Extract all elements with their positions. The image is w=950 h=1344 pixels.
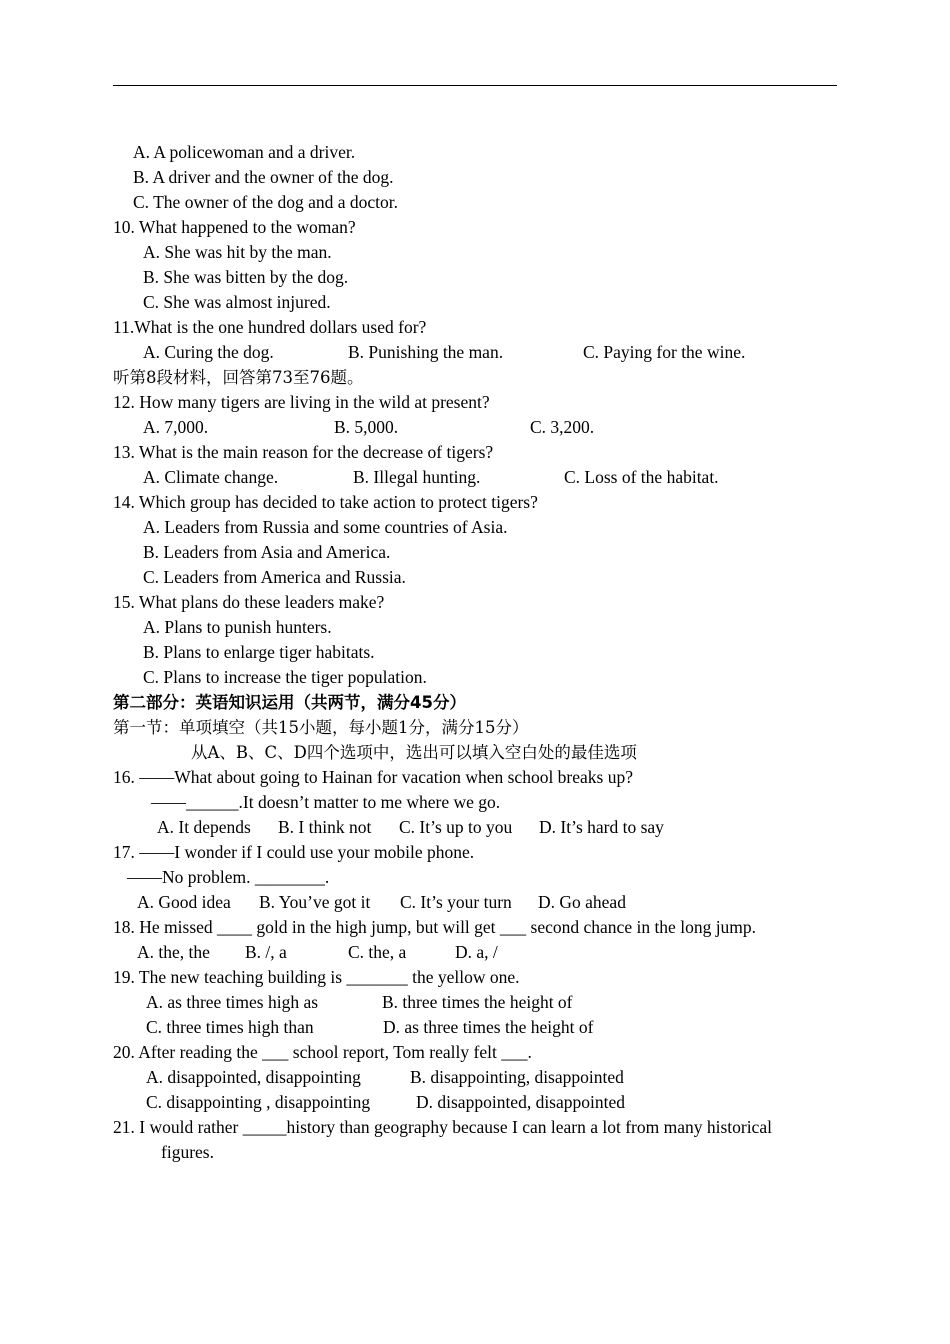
option-20a: A. disappointed, disappointing xyxy=(146,1067,361,1087)
question-19: 19. The new teaching building is _______ the yellow one. xyxy=(113,967,520,987)
option-20d: D. disappointed, disappointed xyxy=(416,1092,626,1112)
option-13a: A. Climate change. xyxy=(143,467,279,487)
option-16a: A. It depends xyxy=(157,817,251,837)
question-10: 10. What happened to the woman? xyxy=(113,217,356,237)
option-13c: C. Loss of the habitat. xyxy=(564,467,719,487)
option-19a: A. as three times high as xyxy=(146,992,319,1012)
option-17d: D. Go ahead xyxy=(538,892,626,912)
section-instruction: 听第8段材料，回答第73至76题。 xyxy=(113,368,364,387)
option-9b: B. A driver and the owner of the dog. xyxy=(133,167,394,187)
option-9c: C. The owner of the dog and a doctor. xyxy=(133,192,399,212)
option-10c: C. She was almost injured. xyxy=(143,292,331,312)
section-one-heading: 第一节：单项填空（共15小题，每小题1分，满分15分） xyxy=(113,718,529,737)
option-17a: A. Good idea xyxy=(137,892,231,912)
option-15b: B. Plans to enlarge tiger habitats. xyxy=(143,642,375,662)
option-13b: B. Illegal hunting. xyxy=(353,467,481,487)
option-20b: B. disappointing, disappointed xyxy=(410,1067,624,1087)
option-18b: B. /, a xyxy=(245,942,287,962)
question-21: 21. I would rather _____history than geography because I can learn a lot from many historical xyxy=(113,1117,772,1137)
question-18: 18. He missed ____ gold in the high jump, but will get ___ second chance in the long jump. xyxy=(113,917,757,937)
option-14b: B. Leaders from Asia and America. xyxy=(143,542,391,562)
option-17b: B. You’ve got it xyxy=(259,892,371,912)
option-18a: A. the, the xyxy=(137,942,210,962)
option-12a: A. 7,000. xyxy=(143,417,209,437)
question-21-continued: figures. xyxy=(161,1142,214,1162)
question-16-reply: ——______.It doesn’t matter to me where we go. xyxy=(151,792,501,812)
option-9a: A. A policewoman and a driver. xyxy=(133,142,356,162)
question-17-reply: ——No problem. ________. xyxy=(127,867,330,887)
option-15a: A. Plans to punish hunters. xyxy=(143,617,332,637)
option-12c: C. 3,200. xyxy=(530,417,595,437)
option-19d: D. as three times the height of xyxy=(383,1017,594,1037)
option-20c: C. disappointing , disappointing xyxy=(146,1092,371,1112)
option-16d: D. It’s hard to say xyxy=(539,817,664,837)
header-rule xyxy=(113,85,837,86)
option-18d: D. a, / xyxy=(455,942,498,962)
question-17: 17. ——I wonder if I could use your mobile phone. xyxy=(113,842,475,862)
option-10a: A. She was hit by the man. xyxy=(143,242,332,262)
question-12: 12. How many tigers are living in the wild at present? xyxy=(113,392,490,412)
option-10b: B. She was bitten by the dog. xyxy=(143,267,349,287)
question-11: 11.What is the one hundred dollars used for? xyxy=(113,317,427,337)
question-15: 15. What plans do these leaders make? xyxy=(113,592,385,612)
option-14c: C. Leaders from America and Russia. xyxy=(143,567,406,587)
section-one-instruction: 从A、B、C、D四个选项中，选出可以填入空白处的最佳选项 xyxy=(191,743,637,762)
option-19b: B. three times the height of xyxy=(382,992,573,1012)
option-11b: B. Punishing the man. xyxy=(348,342,504,362)
option-15c: C. Plans to increase the tiger population. xyxy=(143,667,427,687)
question-13: 13. What is the main reason for the decrease of tigers? xyxy=(113,442,494,462)
option-16c: C. It’s up to you xyxy=(399,817,513,837)
option-12b: B. 5,000. xyxy=(334,417,399,437)
question-14: 14. Which group has decided to take action to protect tigers? xyxy=(113,492,538,512)
option-11a: A. Curing the dog. xyxy=(143,342,274,362)
option-11c: C. Paying for the wine. xyxy=(583,342,746,362)
option-19c: C. three times high than xyxy=(146,1017,314,1037)
part-two-heading: 第二部分：英语知识运用（共两节，满分45分） xyxy=(113,693,466,712)
option-14a: A. Leaders from Russia and some countries of Asia. xyxy=(143,517,508,537)
question-20: 20. After reading the ___ school report, Tom really felt ___. xyxy=(113,1042,532,1062)
option-17c: C. It’s your turn xyxy=(400,892,512,912)
question-16: 16. ——What about going to Hainan for vacation when school breaks up? xyxy=(113,767,634,787)
option-16b: B. I think not xyxy=(278,817,372,837)
option-18c: C. the, a xyxy=(348,942,407,962)
